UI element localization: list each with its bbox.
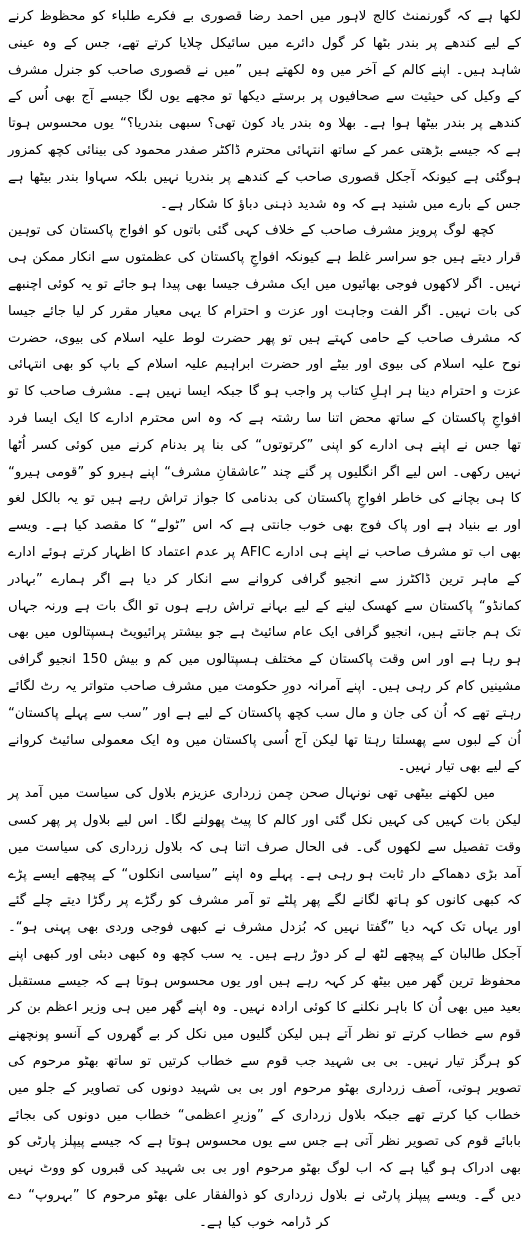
paragraph-1: لکھا ہے کہ گورنمنٹ کالج لاہور میں احمد رضا قصوری بے فکرے طلباء کو محظوظ کرنے کے لیے کندھے پر بندر بٹھا کر گول دائرے میں سائیکل چلایا کرتے تھے، جس کے وہ عینی شاہد ہیں۔ اپنے کالم کے آخر میں وہ لکھتے ہیں ”میں نے قصوری صاحب کو جنرل مشرف کے وکیل کی حیثیت سے صحافیوں پر برستے دیکھا تو مجھے یوں لگا جیسے آج بھی اُس کے کندھے پر بندر بیٹھا ہوا ہے۔ بھلا وہ بندر یاد کون تھی؟ سبھی بندریا؟“ یوں محسوس ہوتا ہے کہ جیسے بڑھتی عمر کے ساتھ انتہائی محترم ڈاکٹر صفدر محمود کی بینائی کچھ کمزور ہوگئی ہے کیونکہ آجکل قصوری صاحب کے کندھے پر بندریا نہیں بلکہ سہاوا بندر بیٹھا ہے جس کے بارے میں شنید ہے کہ وہ شدید ذہنی دباؤ کا شکار ہے۔ — [8, 9, 521, 212]
article-body — [8, 4, 521, 1237]
paragraph-3: میں لکھنے بیٹھی تھی نونہال صحن چمن زرداری عزیزم بلاول کی سیاست میں آمد پر لیکن بات کہیں کی کہیں نکل گئی اور کالم کا پیٹ پھولنے لگا۔ اس لیے بلاول پر پھر کسی وقت تفصیل سے لکھوں گی۔ فی الحال صرف اتنا ہی کہ بلاول زرداری کی سیاست میں آمد بڑی دھماکے دار ثابت ہو رہی ہے۔ پہلے وہ اپنے ”سیاسی انکلوں“ کے پیچھے ایسے پڑے کہ کبھی کانوں کو ہاتھ لگانے لگے پھر پلٹے تو آمر مشرف کو رگڑے پر رگڑا دیتے چلے گئے اور یہاں تک کہہ دیا ”گفتا نہیں کہ بُزدل مشرف نے کبھی فوجی وردی بھی پہنی ہو“۔ آجکل طالبان کے پیچھے لٹھ لے کر دوڑ رہے ہیں۔ یہ سب کچھ وہ کبھی دبئی اور کبھی اپنے محفوظ ترین گھر میں بیٹھ کر کہہ رہے ہیں اور یوں محسوس ہوتا ہے کہ جیسے مستقبل بعید میں بھی اُن کا باہر نکلنے کا کوئی ارادہ نہیں۔ وہ اپنے گھر میں ہی وزیر اعظم بن کر قوم سے خطاب کرتے تو نظر آتے ہیں لیکن گلیوں میں نکل کر بے گھروں کے آنسو پونچھنے کو ہرگز تیار نہیں۔ بی بی شہید جب قوم سے خطاب کرتیں تو ساتھ بھٹو مرحوم کی تصویر ہوتی، آصف زرداری بھٹو مرحوم اور بی بی شہید دونوں کی تصاویر کے جلو میں خطاب کیا کرتے تھے جبکہ بلاول زرداری کے ”وزیرِ اعظمی“ خطاب میں دونوں کی بجائے بابائے قوم کی تصویر نظر آتی ہے جس سے یوں محسوس ہوتا ہے کہ جیسے پیپلز پارٹی کو بھی ادراک ہو گیا ہے کہ اب لوگ بھٹو مرحوم اور بی بی شہید کی قبروں کو ووٹ نہیں دیں گے۔ ویسے پیپلز پارٹی نے بلاول زرداری کو ذوالفقار علی بھٹو مرحوم کا ”بہروپ“ دے کر ڈرامہ خوب کیا ہے۔ — [8, 786, 521, 1230]
paragraph-2: کچھ لوگ پرویز مشرف صاحب کے خلاف کہی گئی باتوں کو افواج پاکستان کی توہین قرار دیتے ہیں جو سراسر غلط ہے کیونکہ افواجِ پاکستان کی عظمتوں سے انکار ممکن ہی نہیں۔ اگر لاکھوں فوجی بھائیوں میں ایک مشرف جیسا بھی پیدا ہو جائے تو یہ کوئی اچنبھے کی بات نہیں۔ اگر الفت وجاہت اور عزت و احترام کا یہی معیار مقرر کر لیا جائے جیسا کہ مشرف صاحب کے حامی کہتے ہیں تو پھر حضرت لوط علیہ اسلام کی بیوی، حضرت نوح علیہ اسلام کی بیوی اور بیٹے اور حضرت ابراہیم علیہ اسلام کے باپ کو بھی انتہائی عزت و احترام دینا ہر اہلِ کتاب پر واجب ہو گا جبکہ ایسا نہیں ہے۔ مشرف صاحب کا تو افواجِ پاکستان کے ساتھ محض اتنا سا رشتہ ہے کہ وہ اس محترم ادارے کا ایک ایسا فرد تھا جس نے اپنے ہی ادارے کو اپنی ”کرتوتوں“ کی بنا پر بدنام کرنے میں کوئی کسر اُٹھا نہیں رکھی۔ اس لیے اگر انگلیوں پر گنے چند ”عاشقانِ مشرف“ اپنے ہیرو کو ”قومی ہیرو“ کا ہی بچانے کی خاطر افواجِ پاکستان کی بدنامی کا جواز تراش رہے ہیں تو یہ بالکل لغو اور بے بنیاد ہے اور پاک فوج بھی خوب جانتی ہے کہ اس ”ٹولے“ کا مقصد کیا ہے۔ ویسے بھی اب تو مشرف صاحب نے اپنے ہی ادارے AFIC پر عدم اعتماد کا اظہار کرتے ہوئے ادارے کے ماہر ترین ڈاکٹرز سے انجیو گرافی کروانے سے انکار کر دیا ہے اگر ہمارے ”بہادر کمانڈو“ پاکستان سے کھسک لینے کے لیے بہانے تراش رہے ہوں تو الگ بات ہے ورنہ جہاں تک ہم جانتے ہیں، انجیو گرافی ایک عام سائیٹ ہے جو بیشتر پرائیویٹ ہسپتالوں میں بھی ہو رہا ہے اور اس وقت پاکستان کے مختلف ہسپتالوں میں کم و بیش 150 انجیو گرافی مشینیں کام کر رہی ہیں۔ اپنے آمرانہ دورِ حکومت میں مشرف صاحب متواتر یہ رٹ لگائے رہتے تھے کہ اُن کی جان و مال سب کچھ پاکستان کے لیے ہے اور ”سب سے پہلے پاکستان“ اُن کے لبوں سے پھسلتا رہتا تھا لیکن آج اُسی پاکستان میں وہ ایک معمولی سائیٹ کروانے کے لیے بھی تیار نہیں۔ — [8, 223, 521, 775]
